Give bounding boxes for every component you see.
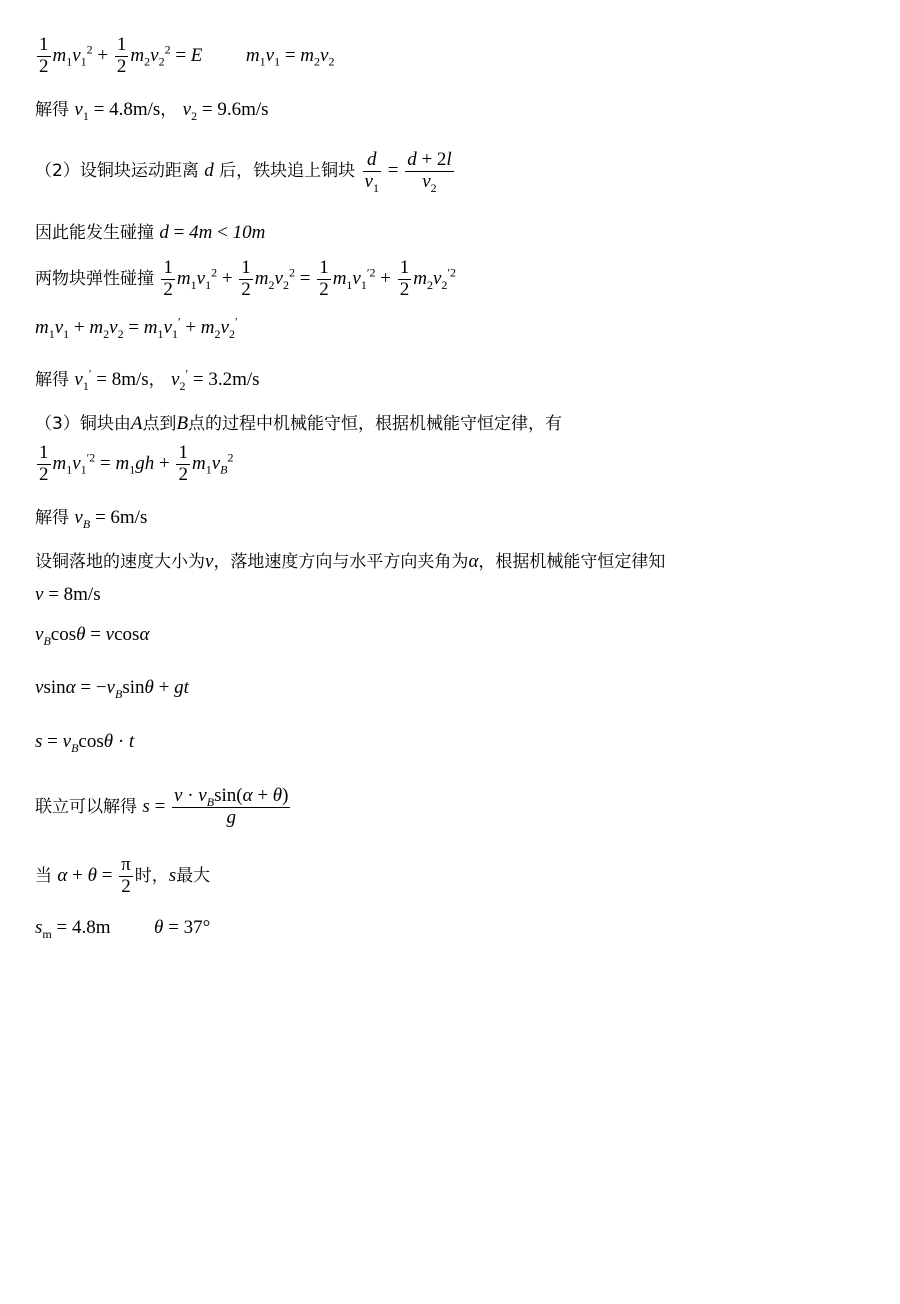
vertical-velocity-equation: $vsin\alpha = -v_B\sin\theta$ + gt	[35, 677, 189, 701]
landing-speed-setup: 设铜落地的速度大小为v，落地速度方向与水平方向夹角为α，根据机械能守恒定律知	[35, 551, 666, 572]
collision-check: 因此能发生碰撞 d = 4m < 10m	[35, 222, 266, 243]
chase-condition: （2）设铜块运动距离 d 后，铁块追上铜块 $\frac{d}{v_1}$ = $\frac{d + 2l}{v_2}$	[35, 149, 452, 195]
horizontal-distance-equation: $s = v_B\cos\theta \cdot t$	[35, 731, 135, 755]
result-v: v = 8m/s	[35, 584, 101, 605]
max-condition: 当 α + θ = $\frac{\pi}{2}$ 时，s最大	[35, 854, 211, 897]
result-v1-v2: 解得 $v_1 = 4.8m/s$， $v_2 = 9.6m/s$	[35, 99, 269, 123]
combined-solution: 联立可以解得 s = $\frac{v \cdot v_B\sin(\alpha + \theta)}{g}$	[35, 785, 289, 828]
part3-intro: （3）铜块由A点到B点的过程中机械能守恒，根据机械能守恒定律，有	[35, 413, 563, 434]
elastic-momentum-equation: $m_1v_1 + m_2v_2 = m_1v_1' + m_2v_2'$	[35, 314, 238, 341]
result-v1p-v2p: 解得 $v_1' = 8m/s$， $v_2' = 3.2m/s$	[35, 366, 260, 393]
result-vB: 解得 $v_B = 6m/s$	[35, 507, 148, 531]
horizontal-velocity-equation: $v_B\cos\theta = vcos\alpha$	[35, 624, 150, 648]
elastic-energy-equation: 两物块弹性碰撞 $\frac{1}{2}$ $m_1v_1^2$ + $\frac{1}{2}$ $m_2v_2^2$ = $\frac{1}{2}$ $m_1v_1^{'2}$ + $\frac{1}{2}$ $m_2v_2^{'2}$	[35, 257, 456, 300]
final-result: $s_m = 4.8m$ θ = 37°	[35, 917, 211, 941]
equation-energy-momentum: $\frac{1}{2}$ $m_1v_1^2$ + $\frac{1}{2}$ $m_2v_2^2 = E$ $m_1v_1 = m_2v_2$	[39, 34, 335, 77]
energy-conservation-AB: $\frac{1}{2}$ $m_1v_1^{'2} = m_1gh$ + $\frac{1}{2}$ $m_1v_B^2$	[39, 442, 234, 485]
